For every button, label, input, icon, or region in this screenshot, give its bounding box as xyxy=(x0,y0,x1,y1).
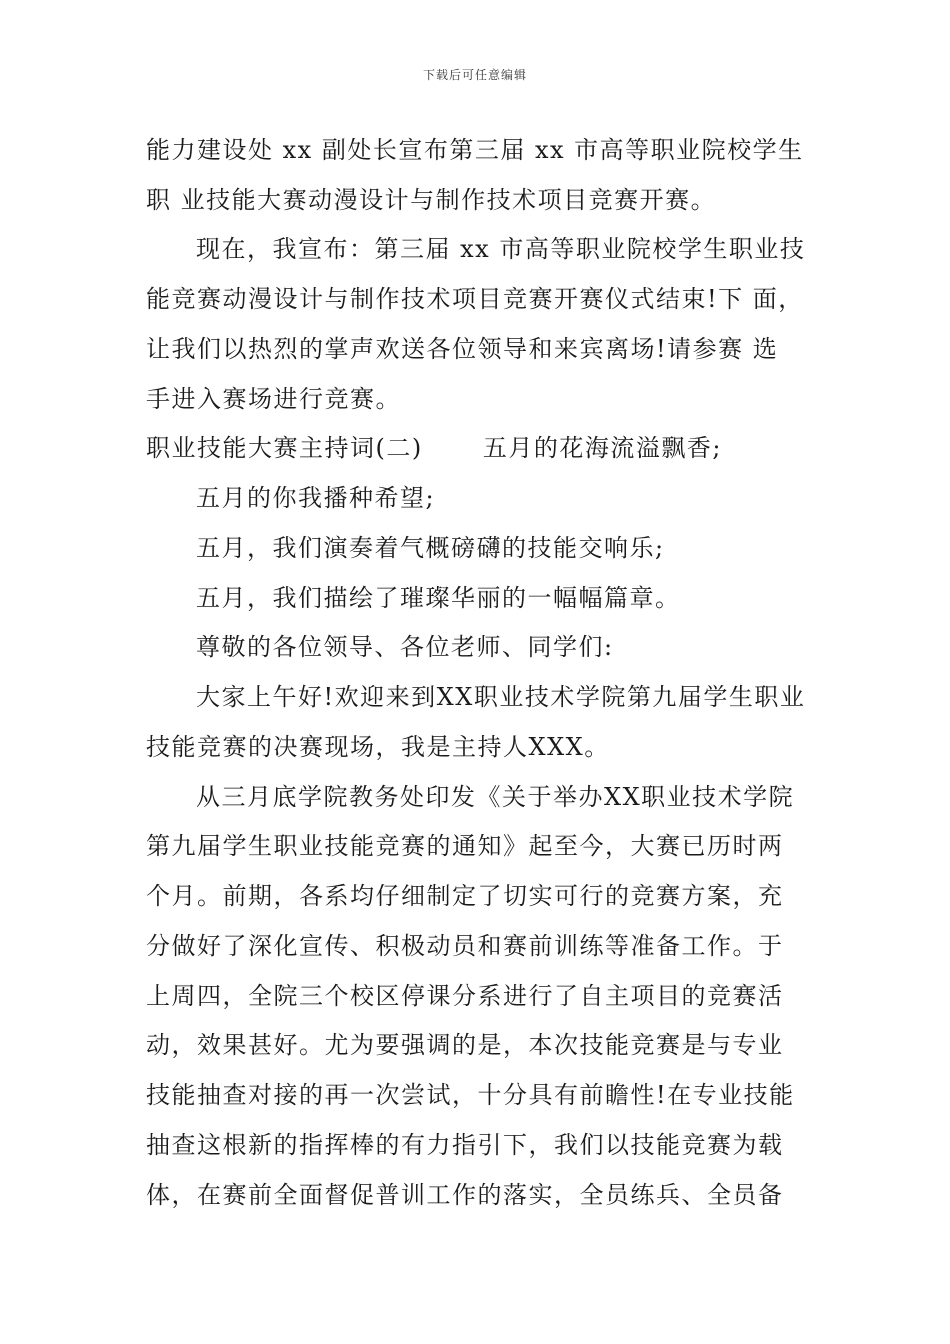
text-line: 体，在赛前全面督促普训工作的落实，全员练兵、全员备 xyxy=(146,1181,784,1209)
text-line: 五月的你我播种希望; xyxy=(196,484,436,512)
text-line: 手进入赛场进行竞赛。 xyxy=(146,385,401,413)
text-line: 个月。前期，各系均仔细制定了切实可行的竞赛方案，充 xyxy=(146,882,784,910)
text-line: 职 业技能大赛动漫设计与制作技术项目竞赛开赛。 xyxy=(146,186,717,214)
header-note: 下载后可任意编辑 xyxy=(422,68,527,82)
text-line: 分做好了深化宣传、积极动员和赛前训练等准备工作。于 xyxy=(146,932,784,960)
text-line: 能力建设处 xx 副处长宣布第三届 xx 市高等职业院校学生 xyxy=(146,136,804,164)
text-line: 五月，我们描绘了璀璨华丽的一幅幅篇章。 xyxy=(196,584,681,612)
text-line: 上周四，全院三个校区停课分系进行了自主项目的竞赛活 xyxy=(146,982,784,1010)
text-line: 动，效果甚好。尤为要强调的是，本次技能竞赛是与专业 xyxy=(146,1031,784,1059)
text-line: 尊敬的各位领导、各位老师、同学们: xyxy=(196,633,614,661)
text-line: 能竞赛动漫设计与制作技术项目竞赛开赛仪式结束!下 面， xyxy=(146,285,804,313)
text-line: 从三月底学院教务处印发《关于举办XX职业技术学院 xyxy=(196,783,795,811)
text-line: 五月，我们演奏着气概磅礴的技能交响乐; xyxy=(196,534,665,562)
text-line: 抽查这根新的指挥棒的有力指引下，我们以技能竞赛为载 xyxy=(146,1131,784,1159)
text-line: 第九届学生职业技能竞赛的通知》起至今，大赛已历时两 xyxy=(146,832,784,860)
text-line: 技能抽查对接的再一次尝试，十分具有前瞻性!在专业技能 xyxy=(146,1081,795,1109)
text-line: 大家上午好!欢迎来到XX职业技术学院第九届学生职业 xyxy=(196,683,806,711)
text-line: 现在，我宣布：第三届 xx 市高等职业院校学生职业技 xyxy=(196,235,806,263)
section-heading-line: 职业技能大赛主持词(二) 五月的花海流溢飘香; xyxy=(146,434,722,462)
text-line: 让我们以热烈的掌声欢送各位领导和来宾离场!请参赛 选 xyxy=(146,335,779,363)
text-line: 技能竞赛的决赛现场，我是主持人XXX。 xyxy=(146,733,610,761)
